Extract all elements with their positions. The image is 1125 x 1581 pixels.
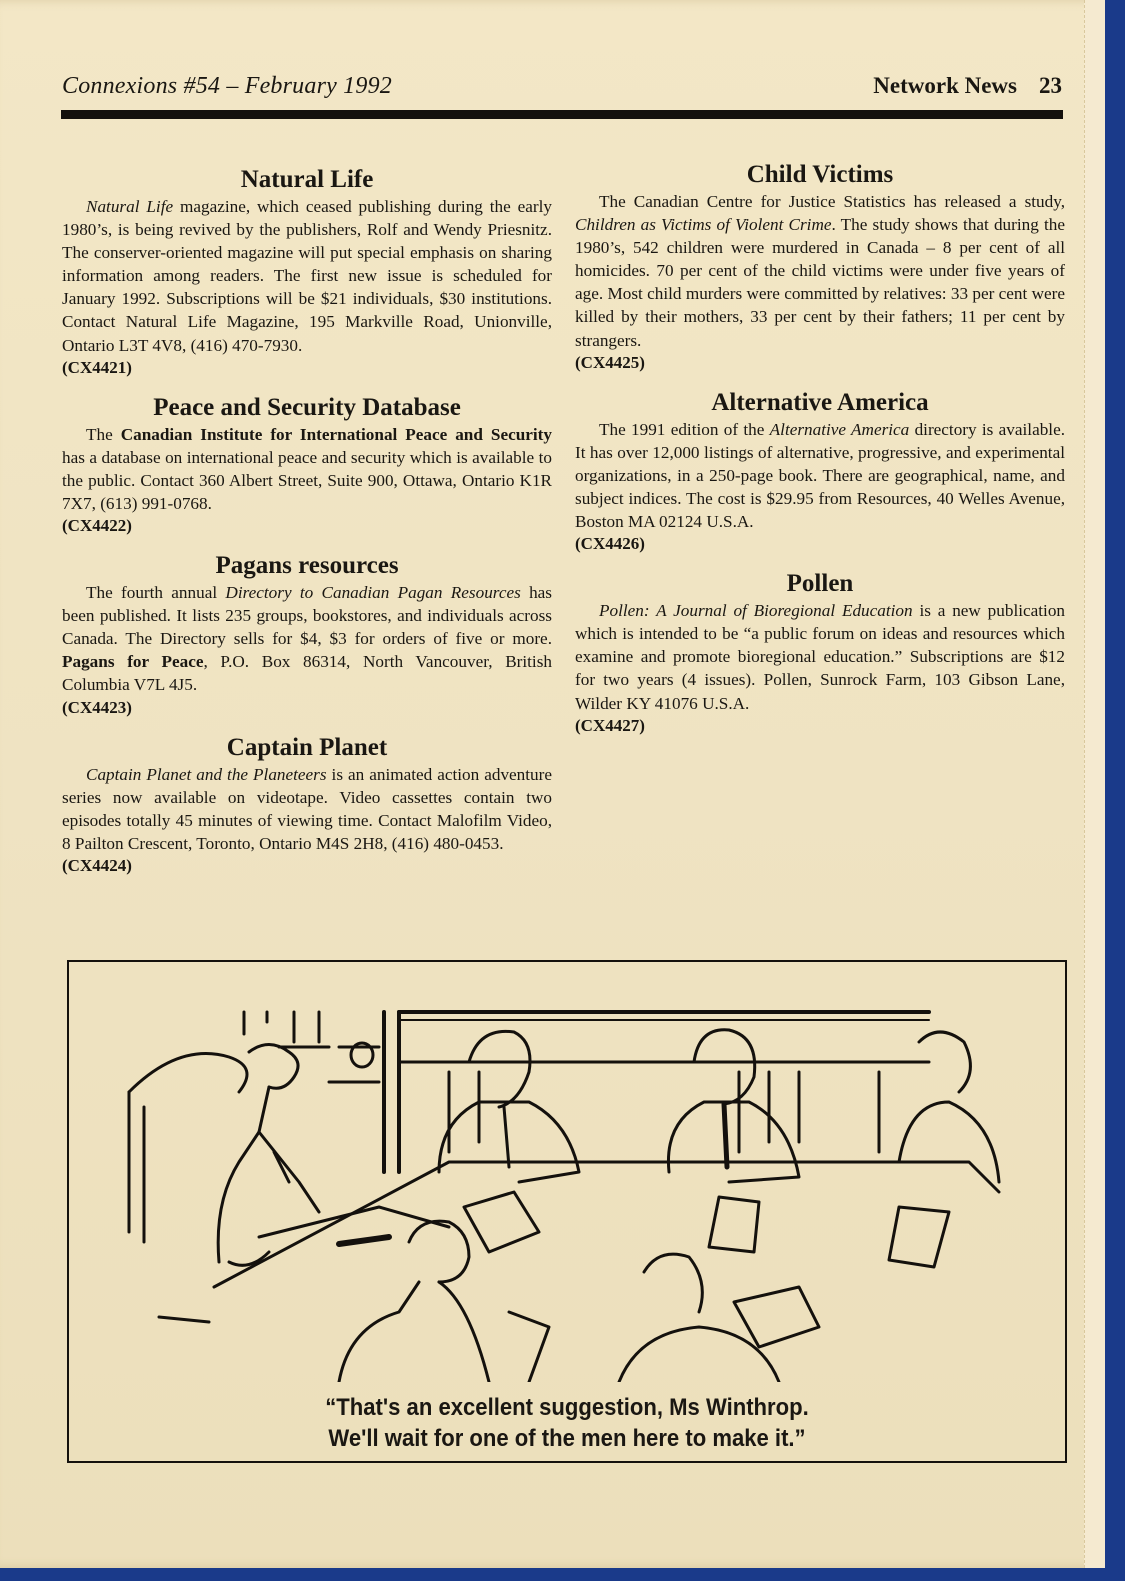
article-body [575, 190, 1065, 352]
article-title: Alternative America [711, 388, 929, 416]
body-text: is a new publication which is intended to be “a public forum on ideas and resources which examine and promote bioregional education.” Subscriptions are $12 for two years (4 issues). Pollen, Sunrock Farm, 103 Gibson Lane, Wilder KY 41076 U.S.A. [575, 601, 1066, 713]
body-text: has a database on international peace and security which is available to the public. Contact 360 Albert Street, Suite 900, Ottawa, Ontario K1R 7X7, (613) 991-0768. [62, 447, 552, 513]
body-text: is an animated action adventure series now available on videotape. Video cassettes contain two episodes totally 45 minutes of viewing time. Contact Malofilm Video, 8 Pailton Crescent, Toronto, Ontario M4S 2H8, (416) 480-0453. [62, 764, 552, 853]
body-text: directory is available. It has over 12,000 listings of alternative, progressive, and experimental organizations, in a 250-page book. There are geographical, name, and subject indices. The cost is $29.95 from Resources, 40 Welles Avenue, Boston MA 02124 U.S.A. [575, 419, 1066, 532]
article-title: Child Victims [746, 161, 894, 188]
body-text: The Canadian Centre for Justice Statistics has released a study, [599, 192, 1065, 211]
article-title: Pollen [786, 570, 854, 598]
article-peace-security [62, 393, 552, 537]
article-code: (CX4426) [575, 534, 645, 554]
italic-title: Directory to Canadian Pagan Resources [225, 583, 521, 603]
body-text: The fourth annual [86, 583, 226, 603]
bold-name: Canadian Institute for International Peace and Security [120, 424, 552, 444]
article-pollen [575, 569, 1065, 736]
body-text: , P.O. Box 86314, North Vancouver, British Columbia V7L 4J5. [62, 652, 552, 695]
section-title [873, 73, 1062, 99]
article-title: Captain Planet [226, 733, 388, 761]
article-alternative-america [575, 388, 1065, 555]
table [159, 1162, 999, 1322]
cartoon-caption [109, 1392, 1025, 1454]
italic-title: Natural Life [86, 197, 174, 216]
article-body [62, 763, 552, 855]
figure-foreground-right [619, 1254, 819, 1382]
page-number: 23 [1039, 73, 1062, 98]
body-text: . The study shows that during the 1980’s, 542 children were murdered in Canada – 8 per cent of all homicides. 70 per cent of the child victims were under five years of age. Most child murders were committed by relatives: 33 per cent were killed by their mothers, 33 per cent by their fathers; 11 per cent by strangers. [575, 215, 1065, 350]
chair-left [129, 1054, 247, 1242]
body-text: has been published. It lists 235 groups, bookstores, and individuals across Canada. The Directory sells for $4, $3 for orders of five or more. [62, 583, 552, 649]
italic-title: Children as Victims of Violent Crime [575, 215, 832, 235]
article-code: (CX4423) [62, 697, 132, 717]
bold-name: Pagans for Peace [62, 652, 204, 672]
publication-issue: Connexions #54 – February 1992 [62, 73, 392, 99]
right-column [575, 160, 1065, 737]
article-code: (CX4422) [62, 516, 132, 536]
body-text: The 1991 edition of the [599, 419, 770, 439]
article-code: (CX4425) [575, 352, 645, 372]
figure-winthrop [218, 1045, 319, 1266]
page-edge [1084, 0, 1105, 1568]
article-body [575, 599, 1065, 714]
wall-panels [244, 1012, 929, 1172]
body-text: magazine, which ceased publishing during the early 1980’s, is being revived by the publishers, Rolf and Wendy Priesnitz. The conserver-oriented magazine will put special emphasis on sharing information among readers. The first new issue is scheduled for January 1992. Subscriptions will be $21 individuals, $30 institutions. Contact Natural Life Magazine, 195 Markville Road, Unionville, Ontario L3T 4V8, (416) 470-7930. [62, 197, 552, 355]
article-body [62, 195, 552, 357]
cartoon-frame [67, 960, 1067, 1463]
figure-man-right [889, 1032, 999, 1267]
article-pagans-resources [62, 551, 552, 718]
italic-title: Captain Planet and the Planeteers [86, 764, 327, 784]
article-child-victims [575, 160, 1065, 374]
article-title: Natural Life [240, 166, 374, 193]
article-code: (CX4427) [575, 715, 645, 735]
article-body [62, 423, 552, 515]
left-column [62, 165, 552, 877]
italic-title: Alternative America [769, 419, 910, 439]
running-head [62, 73, 1062, 109]
header-rule [61, 110, 1063, 119]
article-natural-life [62, 165, 552, 379]
cartoon-illustration [119, 982, 1039, 1382]
figure-foreground-left [339, 1221, 549, 1382]
article-code: (CX4424) [62, 855, 132, 875]
caption-line-1: “That's an excellent suggestion, Ms Winthrop. [325, 1394, 809, 1421]
article-body [62, 581, 552, 696]
section-name: Network News [873, 73, 1017, 98]
caption-line-2: We'll wait for one of the men here to make it.” [328, 1425, 806, 1452]
article-title: Pagans resources [215, 552, 399, 580]
article-captain-planet [62, 733, 552, 877]
article-body [575, 418, 1065, 533]
body-text: The [86, 424, 121, 444]
article-code: (CX4421) [62, 357, 132, 377]
italic-title: Pollen: A Journal of Bioregional Education [599, 601, 913, 621]
article-title: Peace and Security Database [153, 393, 461, 421]
figure-man-center-left [439, 1031, 579, 1252]
